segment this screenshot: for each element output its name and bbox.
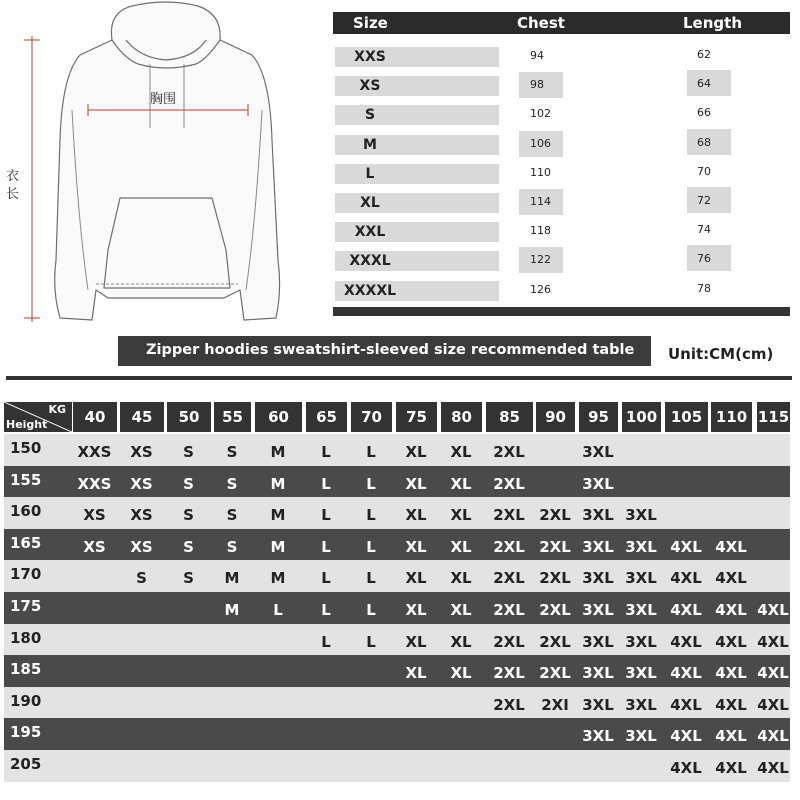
length-value: 74 [697, 223, 711, 237]
weight-header-cell: 45 [120, 402, 164, 432]
recommended-size: 2XL [493, 474, 525, 493]
size-recommendation-table [4, 402, 790, 784]
size-chart-table [333, 12, 790, 316]
height-value: 190 [10, 691, 42, 710]
size-label: L [365, 165, 375, 182]
recommended-size: 4XL [715, 664, 747, 683]
recommended-size: 4XL [670, 569, 702, 588]
recommended-size: M [270, 443, 286, 461]
recommended-size: 2XL [539, 601, 571, 619]
hoodie-illustration [0, 0, 320, 335]
section-divider [6, 376, 792, 380]
recommended-size: 2XL [539, 664, 571, 683]
recommended-size: L [321, 569, 331, 588]
recommended-size: 4XL [670, 695, 702, 714]
recommended-size: XL [450, 664, 472, 683]
recommended-size: L [321, 537, 331, 556]
weight-header-cell: 100 [622, 402, 661, 432]
recommended-size: XL [405, 632, 427, 651]
recommended-size: XS [130, 537, 153, 556]
recommended-size: M [224, 569, 240, 588]
recommended-size: 4XL [715, 727, 747, 746]
chest-value: 106 [530, 136, 551, 150]
recommended-size: XL [405, 601, 427, 619]
recommended-size: 3XL [625, 569, 657, 588]
recommended-size: 4XL [757, 632, 789, 651]
recommended-size: 2XL [493, 569, 525, 588]
recommended-size: XS [83, 506, 106, 525]
recommended-size: L [366, 506, 376, 525]
height-value: 155 [10, 470, 42, 489]
weight-header-cell: 65 [306, 402, 347, 432]
weight-header-cell: 90 [536, 402, 575, 432]
recommended-size: 4XL [715, 601, 747, 619]
recommendation-row [4, 655, 790, 687]
recommended-size: 4XL [757, 601, 789, 619]
recommended-size: 4XL [757, 695, 789, 714]
recommended-size: 4XL [715, 759, 747, 777]
height-value: 180 [10, 628, 42, 647]
recommended-size: 3XL [625, 601, 657, 619]
recommended-size: 4XL [757, 759, 789, 777]
recommended-size: S [226, 537, 238, 556]
weight-header-cell: 80 [441, 402, 482, 432]
length-measure-label [6, 168, 20, 204]
recommended-size: 4XL [670, 759, 702, 777]
recommendation-row [4, 624, 790, 656]
length-label-char: 长 [6, 187, 20, 202]
recommended-size: L [321, 443, 331, 461]
size-label: S [364, 107, 376, 124]
recommended-size: S [226, 443, 238, 461]
recommended-size: S [136, 569, 147, 588]
size-label: XXXL [349, 253, 391, 270]
weight-header-cell: 75 [396, 402, 437, 432]
recommended-size: 3XL [582, 664, 614, 683]
height-value: 160 [10, 502, 42, 521]
recommended-size: 3XL [625, 632, 657, 651]
recommended-size: XS [130, 506, 153, 525]
size-table-header [333, 12, 790, 34]
recommended-size: 2XL [493, 443, 525, 461]
header-length: Length [683, 14, 742, 32]
recommended-size: L [366, 443, 376, 461]
weight-header-cell: 105 [665, 402, 708, 432]
recommended-size: S [183, 537, 194, 556]
recommended-size: M [270, 474, 286, 493]
recommended-size: M [270, 537, 286, 556]
size-label: XXXXL [343, 282, 397, 299]
chest-value: 114 [530, 195, 551, 208]
header-chest: Chest [517, 14, 565, 32]
chest-value: 118 [530, 224, 551, 238]
recommended-size: 2XL [493, 695, 525, 714]
recommended-size: XL [450, 443, 472, 461]
weight-header-cell: 50 [167, 402, 211, 432]
height-value: 175 [10, 597, 42, 615]
size-table-footer-bar [333, 307, 790, 316]
weight-header-cell: 85 [486, 402, 533, 432]
size-label: XXS [354, 49, 386, 65]
recommended-size: XS [83, 537, 106, 556]
recommended-size: XL [405, 537, 427, 556]
recommended-size: XL [450, 506, 472, 525]
chest-value: 110 [530, 165, 551, 179]
height-value: 205 [10, 755, 42, 773]
length-value: 68 [697, 135, 711, 149]
chest-value: 102 [530, 107, 551, 121]
recommended-size: XXS [77, 443, 112, 461]
recommended-size: XS [130, 474, 153, 493]
recommended-size: 4XL [670, 537, 702, 556]
recommended-size: 4XL [715, 632, 747, 651]
height-value: 150 [10, 439, 42, 457]
recommended-size: 3XL [582, 569, 614, 588]
recommended-size: S [226, 506, 238, 525]
chest-value: 98 [530, 78, 544, 92]
header-size: Size [353, 14, 388, 32]
length-value: 76 [697, 252, 711, 266]
recommended-size: L [321, 632, 331, 651]
recommended-size: L [366, 601, 376, 619]
recommended-size: 3XL [582, 537, 614, 556]
recommended-size: S [183, 443, 194, 461]
weight-header-cell: 60 [255, 402, 302, 432]
recommended-size: 4XL [670, 601, 702, 619]
recommended-size: M [270, 506, 286, 525]
size-label: M [363, 136, 377, 153]
height-value: 170 [10, 565, 42, 584]
recommended-size: 2XL [539, 569, 571, 588]
recommendation-row [4, 750, 790, 782]
recommended-size: S [183, 506, 194, 525]
height-value: 165 [10, 533, 42, 552]
hoodie-outline [0, 0, 320, 335]
height-value: 185 [10, 660, 42, 679]
recommended-size: XL [405, 664, 427, 683]
recommended-size: 3XL [582, 443, 614, 461]
corner-kg-label: KG [48, 403, 66, 416]
recommended-size: 2XL [493, 537, 525, 556]
recommendation-row [4, 687, 790, 719]
unit-label: Unit:CM(cm) [668, 345, 774, 363]
recommend-table-banner [118, 336, 651, 366]
recommended-size: 2XL [493, 664, 525, 683]
recommended-size: 2XL [539, 537, 571, 556]
recommended-size: 4XL [670, 664, 702, 683]
recommended-size: XS [130, 443, 153, 461]
recommendation-row [4, 497, 790, 529]
recommended-size: 3XL [625, 727, 657, 746]
recommended-size: 3XL [625, 695, 657, 714]
chest-value: 94 [530, 49, 544, 62]
length-value: 70 [697, 164, 711, 178]
recommended-size: 3XL [625, 537, 657, 556]
corner-height-label: Height [6, 418, 48, 431]
recommended-size: 3XL [625, 506, 657, 525]
recommended-size: S [226, 474, 238, 493]
recommended-size: L [321, 506, 331, 525]
table-corner-cell [4, 402, 72, 432]
size-label: XL [360, 195, 380, 211]
recommended-size: 2XL [539, 506, 571, 525]
weight-header-cell: 40 [73, 402, 117, 432]
recommended-size: 3XL [582, 506, 614, 525]
recommended-size: XL [450, 474, 472, 493]
length-value: 64 [697, 77, 711, 91]
recommended-size: L [366, 474, 376, 493]
recommended-size: XL [405, 569, 427, 588]
weight-header-cell: 55 [214, 402, 251, 432]
recommended-size: 3XL [625, 664, 657, 683]
recommended-size: 4XL [715, 569, 747, 588]
recommended-size: 2XL [539, 632, 571, 651]
recommended-size: L [321, 474, 331, 493]
recommendation-row [4, 592, 790, 624]
weight-header-cell: 115 [757, 402, 790, 432]
recommended-size: XXS [77, 474, 112, 493]
chest-value: 126 [530, 282, 551, 296]
recommended-size: S [183, 569, 194, 588]
recommended-size: XL [405, 506, 427, 525]
recommended-size: 4XL [670, 632, 702, 651]
weight-header-cell: 95 [579, 402, 618, 432]
recommended-size: L [366, 537, 376, 556]
recommended-size: XL [405, 443, 427, 461]
size-label: XS [359, 78, 381, 95]
recommended-size: L [366, 632, 376, 651]
recommended-size: 3XL [582, 632, 614, 651]
recommended-size: 4XL [757, 727, 789, 746]
recommended-size: L [273, 601, 283, 619]
weight-header-cell: 70 [351, 402, 392, 432]
recommended-size: 2XL [493, 601, 525, 619]
recommended-size: 3XL [582, 727, 614, 746]
weight-header-cell: 110 [711, 402, 752, 432]
length-label-char: 衣 [6, 169, 20, 184]
recommended-size: 2XL [493, 506, 525, 525]
height-value: 195 [10, 723, 42, 742]
recommended-size: 3XL [582, 474, 614, 493]
recommended-size: XL [450, 537, 472, 556]
banner-text: Zipper hoodies sweatshirt-sleeved size recommended table [146, 342, 635, 358]
recommended-size: XL [450, 632, 472, 651]
size-label: XXL [354, 224, 386, 241]
recommended-size: 3XL [582, 601, 614, 619]
recommended-size: XL [450, 601, 472, 619]
recommendation-row [4, 466, 790, 498]
recommended-size: 2XL [493, 632, 525, 651]
recommended-size: S [183, 474, 194, 493]
recommended-size: XL [450, 569, 472, 588]
recommended-size: M [224, 601, 240, 619]
chest-measure-label: 胸围 [150, 92, 177, 107]
recommendation-row [4, 560, 790, 592]
recommendation-row [4, 529, 790, 561]
recommendation-row [4, 718, 790, 750]
recommended-size: XL [405, 474, 427, 493]
recommended-size: 4XL [715, 537, 747, 556]
recommended-size: L [321, 601, 331, 619]
length-value: 72 [697, 194, 711, 207]
length-value: 78 [697, 281, 711, 295]
length-value: 66 [697, 106, 711, 120]
chest-value: 122 [530, 253, 551, 267]
recommended-size: 4XL [670, 727, 702, 746]
recommended-size: L [366, 569, 376, 588]
recommendation-row [4, 434, 790, 466]
recommended-size: 3XL [582, 695, 614, 714]
recommended-size: M [270, 569, 286, 588]
recommended-size: 2XI [541, 695, 569, 714]
recommended-size: 4XL [715, 695, 747, 714]
length-value: 62 [697, 48, 711, 61]
recommended-size: 4XL [757, 664, 789, 683]
